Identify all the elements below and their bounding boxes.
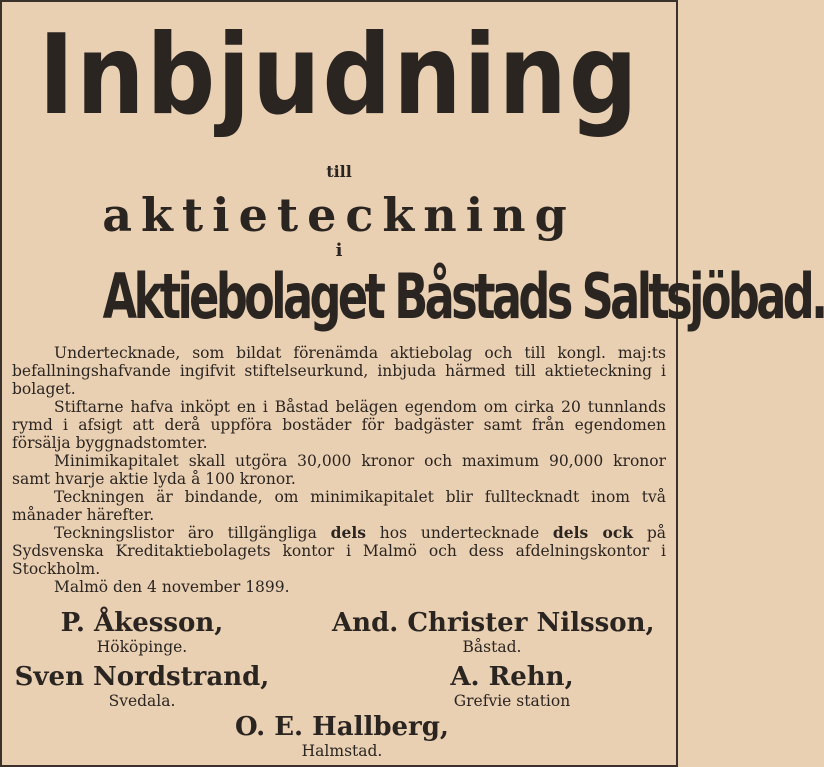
- signatory: [212, 712, 472, 760]
- signatory-place: Halmstad.: [301, 742, 383, 760]
- signatory-place: Grefvie station: [453, 692, 571, 710]
- text-run: på Sydsvenska Kreditaktiebolagets kontor i Malmö och dess afdelningskontor i Stockholm.: [12, 524, 666, 578]
- announcement-body: [12, 344, 666, 596]
- company-name: Aktiebolaget Båstads Saltsjöbad.: [102, 260, 824, 333]
- paragraph: Stiftarne hafva inköpt en i Båstad belägen egendom om cirka 20 tunnlands rymd i afsigt att derå uppföra bostäder för badgäster samt från egendomen försälja byggnadstomter.: [12, 398, 666, 452]
- signatory: [42, 608, 242, 656]
- preposition-word: i: [335, 240, 343, 261]
- signatory-place: Hököpinge.: [96, 638, 188, 656]
- text-run: Teckningslistor äro tillgängliga: [54, 524, 331, 542]
- headline-title: Inbjudning: [38, 10, 640, 140]
- bold-text: dels ock: [552, 523, 634, 542]
- bold-text: dels: [330, 523, 366, 542]
- subtitle: aktieteckning: [102, 188, 576, 242]
- subscription-paragraph: [12, 524, 666, 578]
- signatory: [422, 662, 602, 710]
- signatory: [12, 662, 272, 710]
- signatory-place: Svedala.: [108, 692, 176, 710]
- connector-word: till: [326, 162, 352, 181]
- paragraph: Minimikapitalet skall utgöra 30,000 kronor och maximum 90,000 kronor samt hvarje aktie lyda å 100 kronor.: [12, 452, 666, 488]
- text-run: hos undertecknade: [365, 524, 553, 542]
- dateline: Malmö den 4 november 1899.: [54, 578, 290, 596]
- signatory: [332, 608, 655, 656]
- signatory-name: Sven Nordstrand,: [14, 662, 270, 692]
- signatory-name: O. E. Hallberg,: [235, 712, 449, 742]
- paragraph: Teckningen är bindande, om minimikapitalet blir fulltecknadt inom två månader härefter.: [12, 488, 666, 524]
- signatory-name: And. Christer Nilsson,: [332, 608, 655, 638]
- signatory-place: Båstad.: [462, 638, 522, 656]
- signatory-name: A. Rehn,: [450, 662, 574, 692]
- signatory-name: P. Åkesson,: [60, 608, 224, 638]
- paragraph: Undertecknade, som bildat förenämda aktiebolag och till kongl. maj:ts befallningshafvande ingifvit stiftelseurkund, inbjuda härmed till aktieteckning i bolaget.: [12, 344, 666, 398]
